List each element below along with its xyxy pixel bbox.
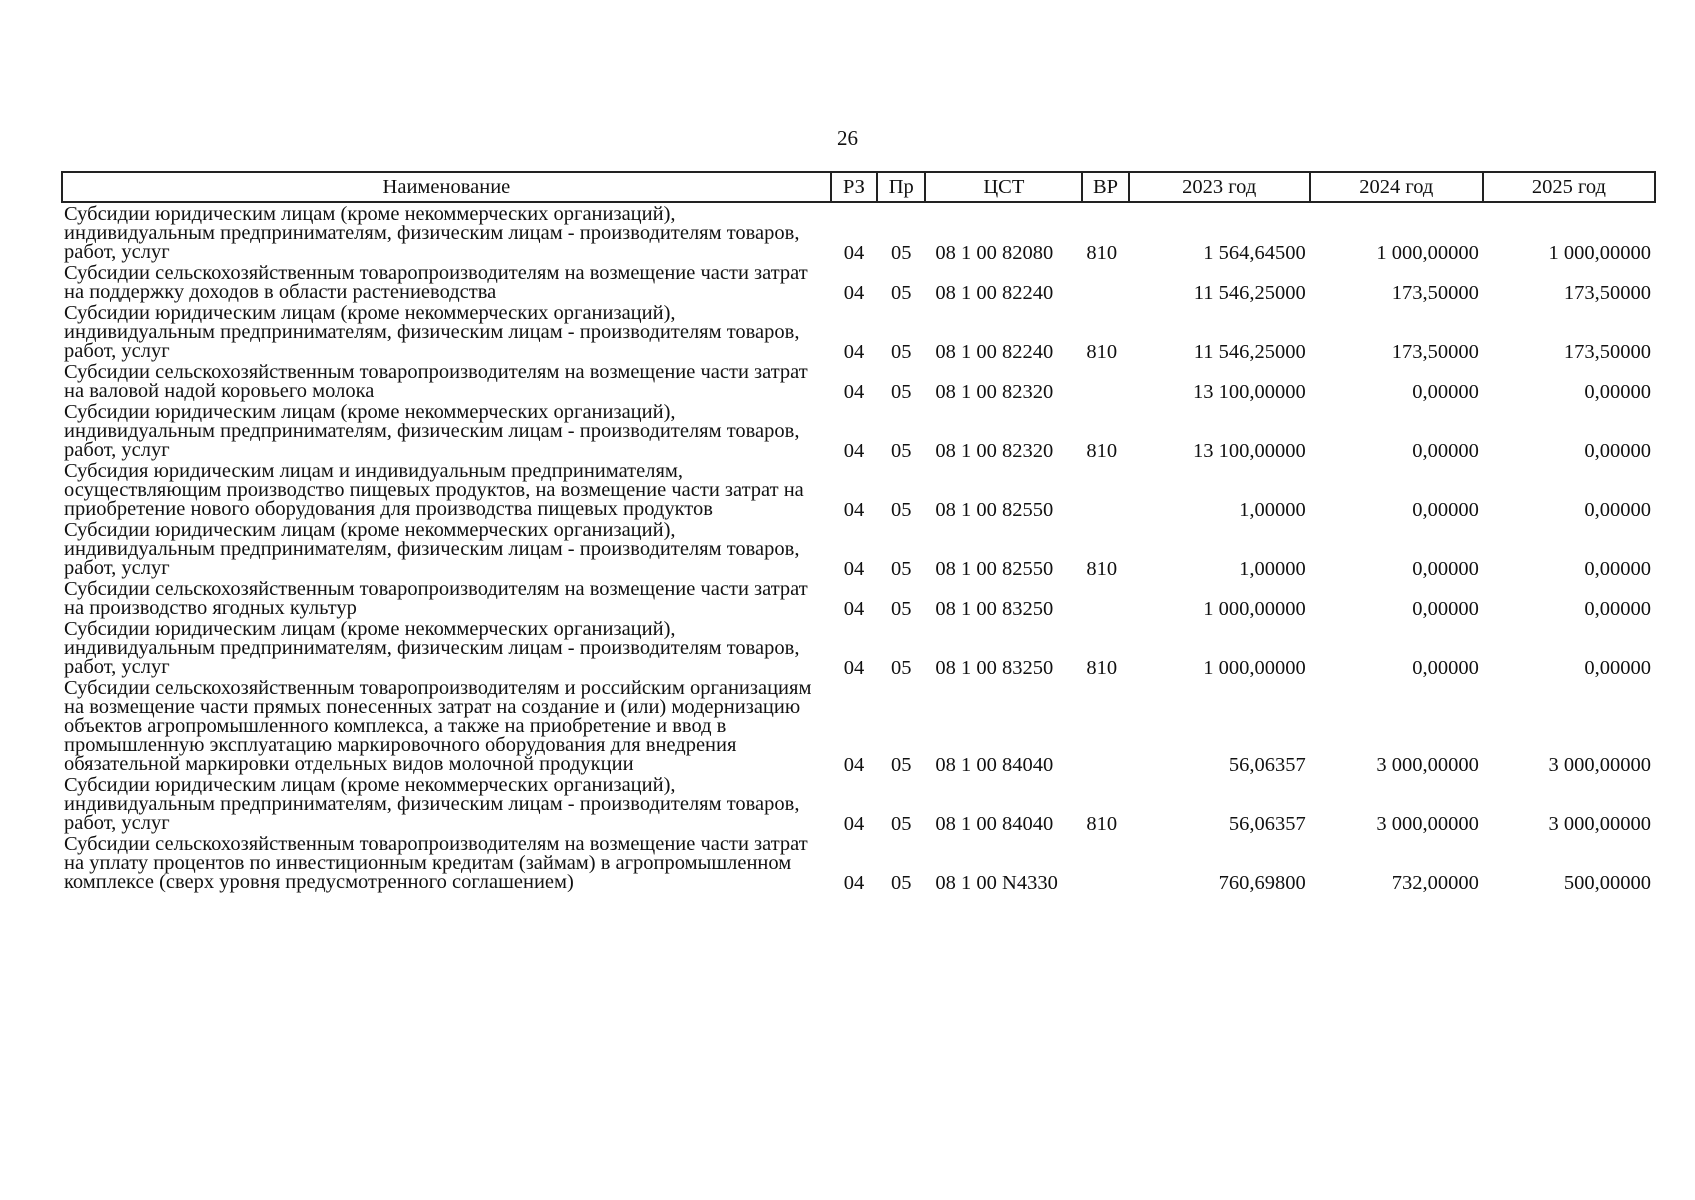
row-value-2025: 1 000,00000 xyxy=(1548,241,1651,264)
row-pr: 05 xyxy=(890,340,912,363)
row-cst: 08 1 00 83250 xyxy=(935,656,1054,679)
row-value-2023: 13 100,00000 xyxy=(1193,439,1306,462)
row-value-2024: 0,00000 xyxy=(1412,557,1479,580)
row-value-2024: 173,50000 xyxy=(1391,281,1479,304)
row-value-2023: 1 564,64500 xyxy=(1203,241,1306,264)
row-value-2025: 0,00000 xyxy=(1584,557,1651,580)
row-name: Субсидии юридическим лицам (кроме некоммерческих организаций), индивидуальным предпринимателям, физическим лицам - производителям товаров, работ, услуг xyxy=(64,401,800,461)
row-rz: 04 xyxy=(843,498,865,521)
row-vr: 810 xyxy=(1086,557,1118,580)
table-row xyxy=(62,618,1655,677)
row-value-2023: 56,06357 xyxy=(1228,812,1306,835)
row-value-2025: 173,50000 xyxy=(1563,340,1651,363)
row-rz: 04 xyxy=(843,281,865,304)
row-name: Субсидии юридическим лицам (кроме некоммерческих организаций), индивидуальным предпринимателям, физическим лицам - производителям товаров, работ, услуг xyxy=(64,203,800,263)
row-name: Субсидии сельскохозяйственным товаропроизводителям на возмещение части затрат на валовой надой коровьего молока xyxy=(64,361,808,402)
header-2023: 2023 год xyxy=(1129,172,1310,202)
table-row xyxy=(62,401,1655,460)
row-value-2024: 0,00000 xyxy=(1412,597,1479,620)
page-number: 26 xyxy=(837,126,858,150)
row-pr: 05 xyxy=(890,871,912,894)
row-cst: 08 1 00 84040 xyxy=(935,812,1054,835)
row-value-2023: 11 546,25000 xyxy=(1193,340,1306,363)
row-vr: 810 xyxy=(1086,656,1118,679)
row-value-2025: 173,50000 xyxy=(1563,281,1651,304)
row-pr: 05 xyxy=(890,557,912,580)
row-value-2023: 1,00000 xyxy=(1239,557,1306,580)
header-vr: ВР xyxy=(1082,172,1128,202)
header-cst: ЦСТ xyxy=(925,172,1082,202)
row-value-2024: 3 000,00000 xyxy=(1376,753,1479,776)
row-pr: 05 xyxy=(890,753,912,776)
header-2024: 2024 год xyxy=(1310,172,1483,202)
row-value-2025: 0,00000 xyxy=(1584,439,1651,462)
row-value-2025: 0,00000 xyxy=(1584,656,1651,679)
row-value-2025: 3 000,00000 xyxy=(1548,812,1651,835)
row-value-2024: 173,50000 xyxy=(1391,340,1479,363)
row-value-2023: 11 546,25000 xyxy=(1193,281,1306,304)
row-pr: 05 xyxy=(890,597,912,620)
row-name: Субсидии сельскохозяйственным товаропроизводителям и российским организациям на возмещение части прямых понесенных затрат на создание и (или) модернизацию объектов агропромышленного комплекса, а также на приобретение и ввод в промышленную эксплуатацию маркировочного оборудования для внедрения обязательной маркировки отдельных видов молочной продукции xyxy=(64,677,812,775)
header-2025: 2025 год xyxy=(1483,172,1655,202)
row-vr xyxy=(1082,361,1128,401)
row-vr: 810 xyxy=(1086,812,1118,835)
row-pr: 05 xyxy=(890,439,912,462)
row-vr: 810 xyxy=(1086,439,1118,462)
row-value-2025: 3 000,00000 xyxy=(1548,753,1651,776)
row-rz: 04 xyxy=(843,380,865,403)
row-value-2024: 0,00000 xyxy=(1412,498,1479,521)
row-vr xyxy=(1082,262,1128,302)
table-row xyxy=(62,302,1655,361)
header-name: Наименование xyxy=(62,172,831,202)
row-value-2024: 0,00000 xyxy=(1412,439,1479,462)
table-header xyxy=(62,172,1655,202)
table-row xyxy=(62,262,1655,302)
header-pr: Пр xyxy=(877,172,925,202)
row-rz: 04 xyxy=(843,812,865,835)
row-rz: 04 xyxy=(843,340,865,363)
header-rz: РЗ xyxy=(831,172,877,202)
row-vr xyxy=(1082,578,1128,618)
row-name: Субсидии сельскохозяйственным товаропроизводителям на возмещение части затрат на поддержку доходов в области растениеводства xyxy=(64,262,808,303)
row-name: Субсидии сельскохозяйственным товаропроизводителям на возмещение части затрат на уплату процентов по инвестиционным кредитам (займам) в агропромышленном комплексе (сверх уровня предусмотренного соглашением) xyxy=(64,833,808,893)
row-value-2023: 1 000,00000 xyxy=(1203,656,1306,679)
row-rz: 04 xyxy=(843,439,865,462)
row-rz: 04 xyxy=(843,241,865,264)
table-row xyxy=(62,460,1655,519)
row-cst: 08 1 00 84040 xyxy=(935,753,1054,776)
row-value-2025: 500,00000 xyxy=(1563,871,1651,894)
row-vr xyxy=(1082,833,1128,892)
row-cst: 08 1 00 82320 xyxy=(935,380,1054,403)
table-row xyxy=(62,202,1655,262)
row-rz: 04 xyxy=(843,871,865,894)
table-row xyxy=(62,578,1655,618)
table-row xyxy=(62,361,1655,401)
row-cst: 08 1 00 82240 xyxy=(935,340,1054,363)
row-name: Субсидия юридическим лицам и индивидуальным предпринимателям, осуществляющим производство пищевых продуктов, на возмещение части затрат на приобретение нового оборудования для производства пищевых продуктов xyxy=(64,460,804,520)
row-value-2023: 1,00000 xyxy=(1239,498,1306,521)
row-value-2025: 0,00000 xyxy=(1584,380,1651,403)
row-name: Субсидии юридическим лицам (кроме некоммерческих организаций), индивидуальным предпринимателям, физическим лицам - производителям товаров, работ, услуг xyxy=(64,774,800,834)
row-vr: 810 xyxy=(1086,340,1118,363)
row-cst: 08 1 00 82080 xyxy=(935,241,1054,264)
row-value-2024: 0,00000 xyxy=(1412,380,1479,403)
row-value-2023: 56,06357 xyxy=(1228,753,1306,776)
row-cst: 08 1 00 82240 xyxy=(935,281,1054,304)
row-pr: 05 xyxy=(890,380,912,403)
row-name: Субсидии юридическим лицам (кроме некоммерческих организаций), индивидуальным предпринимателям, физическим лицам - производителям товаров, работ, услуг xyxy=(64,519,800,579)
budget-table xyxy=(61,171,1656,892)
row-vr xyxy=(1082,460,1128,519)
row-value-2023: 1 000,00000 xyxy=(1203,597,1306,620)
row-cst: 08 1 00 82550 xyxy=(935,557,1054,580)
row-pr: 05 xyxy=(890,281,912,304)
row-vr: 810 xyxy=(1086,241,1118,264)
row-pr: 05 xyxy=(890,241,912,264)
table-row xyxy=(62,519,1655,578)
row-value-2024: 3 000,00000 xyxy=(1376,812,1479,835)
row-cst: 08 1 00 83250 xyxy=(935,597,1054,620)
row-value-2023: 13 100,00000 xyxy=(1193,380,1306,403)
row-value-2025: 0,00000 xyxy=(1584,498,1651,521)
row-name: Субсидии юридическим лицам (кроме некоммерческих организаций), индивидуальным предпринимателям, физическим лицам - производителям товаров, работ, услуг xyxy=(64,618,800,678)
row-name: Субсидии сельскохозяйственным товаропроизводителям на возмещение части затрат на производство ягодных культур xyxy=(64,578,808,619)
row-pr: 05 xyxy=(890,498,912,521)
row-value-2023: 760,69800 xyxy=(1218,871,1306,894)
table-row xyxy=(62,774,1655,833)
table-row xyxy=(62,677,1655,774)
row-pr: 05 xyxy=(890,656,912,679)
row-rz: 04 xyxy=(843,597,865,620)
row-rz: 04 xyxy=(843,656,865,679)
row-pr: 05 xyxy=(890,812,912,835)
row-cst: 08 1 00 82550 xyxy=(935,498,1054,521)
row-value-2024: 0,00000 xyxy=(1412,656,1479,679)
row-value-2024: 1 000,00000 xyxy=(1376,241,1479,264)
row-value-2025: 0,00000 xyxy=(1584,597,1651,620)
table-body xyxy=(62,202,1655,892)
row-rz: 04 xyxy=(843,557,865,580)
row-value-2024: 732,00000 xyxy=(1391,871,1479,894)
table-row xyxy=(62,833,1655,892)
row-vr xyxy=(1082,677,1128,774)
row-cst: 08 1 00 82320 xyxy=(935,439,1054,462)
row-rz: 04 xyxy=(843,753,865,776)
row-name: Субсидии юридическим лицам (кроме некоммерческих организаций), индивидуальным предпринимателям, физическим лицам - производителям товаров, работ, услуг xyxy=(64,302,800,362)
row-cst: 08 1 00 N4330 xyxy=(935,871,1058,894)
